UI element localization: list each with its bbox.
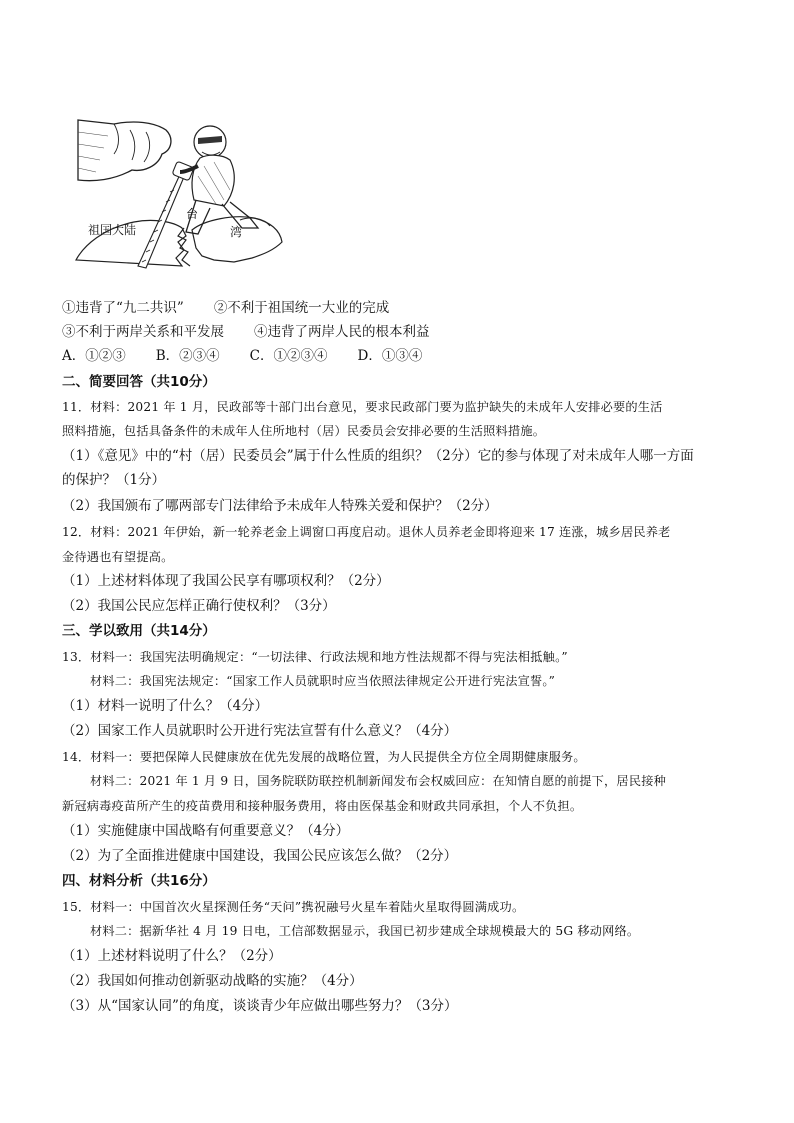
saw-blade — [138, 170, 186, 268]
option-3: ③不利于两岸关系和平发展 — [62, 324, 224, 340]
q11-material-line2: 照料措施，包括具备条件的未成年人住所地村（居）民委员会安排必要的生活照料措施。 — [62, 424, 546, 438]
q12-material-line2: 金待遇也有望提高。 — [62, 550, 174, 564]
crack-line — [178, 228, 190, 266]
q13-material1: 13．材料一：我国宪法明确规定：“一切法律、行政法规和地方性法规都不得与宪法相抵触。” — [62, 650, 568, 664]
q15-material1: 15．材料一：中国首次火星探测任务“天问”携祝融号火星车着陆火星取得圆满成功。 — [62, 900, 525, 914]
man-body — [192, 155, 234, 206]
choice-d: D．①③④ — [357, 348, 423, 364]
section4-heading: 四、材料分析（共16分） — [62, 873, 216, 889]
q13-material2: 材料二：我国宪法规定：“国家工作人员就职时应当依照法律规定公开进行宪法宣誓。” — [90, 674, 556, 688]
q12-sub2: （2）我国公民应怎样正确行使权利？（3分） — [62, 598, 336, 614]
q12-material-line1: 12．材料：2021 年伊始，新一轮养老金上调窗口再度启动。退休人员养老金即将迎来 17 连涨，城乡居民养老 — [62, 525, 671, 539]
q14-material2-line1: 材料二：2021 年 1 月 9 日，国务院联防联控机制新闻发布会权威回应：在知情自愿的前提下，居民接种 — [90, 774, 666, 788]
q14-sub2: （2）为了全面推进健康中国建设，我国公民应该怎么做？（2分） — [62, 848, 458, 864]
q10-options-row1 — [62, 298, 389, 318]
q14-material1: 14．材料一：要把保障人民健康放在优先发展的战略位置，为人民提供全方位全周期健康服务。 — [62, 750, 586, 764]
option-1: ①违背了“九二共识” — [62, 300, 184, 316]
q10-choices-row — [62, 346, 422, 366]
q10-options-row2 — [62, 322, 430, 342]
q15-sub2: （2）我国如何推动创新驱动战略的实施？（4分） — [62, 973, 363, 989]
q11-sub1-line2: 的保护？（1分） — [62, 472, 166, 488]
q14-sub1: （1）实施健康中国战略有何重要意义？（4分） — [62, 823, 350, 839]
option-2: ②不利于祖国统一大业的完成 — [213, 300, 390, 316]
q13-sub2: （2）国家工作人员就职时公开进行宪法宣誓有什么意义？（4分） — [62, 723, 458, 739]
q14-material2-line2: 新冠病毒疫苗所产生的疫苗费用和接种服务费用，将由医保基金和财政共同承担，个人不负担。 — [62, 799, 583, 813]
q15-sub3: （3）从“国家认同”的角度，谈谈青少年应做出哪些努力？（3分） — [62, 998, 458, 1014]
label-tai: 台 — [186, 207, 199, 221]
choice-c: C．①②③④ — [249, 348, 328, 364]
q13-sub1: （1）材料一说明了什么？（4分） — [62, 698, 269, 714]
cartoon-illustration — [74, 110, 296, 270]
q15-material2: 材料二：据新华社 4 月 19 日电，工信部数据显示，我国已初步建成全球规模最大的 5G 移动网络。 — [90, 924, 640, 938]
fist-arm — [78, 120, 171, 181]
section3-heading: 三、学以致用（共14分） — [62, 623, 216, 639]
q11-sub2: （2）我国颁布了哪两部专门法律给予未成年人特殊关爱和保护？（2分） — [62, 498, 498, 514]
section2-heading: 二、简要回答（共10分） — [62, 374, 216, 390]
q11-sub1-line1: （1）《意见》中的“村（居）民委员会”属于什么性质的组织？（2分）它的参与体现了对未成年人哪一方面 — [62, 448, 694, 464]
option-4: ④违背了两岸人民的根本利益 — [254, 324, 430, 340]
choice-b: B．②③④ — [155, 348, 220, 364]
label-mainland: 祖国大陆 — [88, 223, 137, 237]
choice-a: A．①②③ — [62, 348, 126, 364]
label-wan: 湾 — [230, 225, 243, 239]
q15-sub1: （1）上述材料说明了什么？（2分） — [62, 948, 282, 964]
taiwan-landmass — [192, 217, 282, 262]
q12-sub1: （1）上述材料体现了我国公民享有哪项权利？（2分） — [62, 573, 390, 589]
q11-material-line1: 11．材料：2021 年 1 月，民政部等十部门出台意见，要求民政部门要为监护缺失的未成年人安排必要的生活 — [62, 400, 663, 414]
